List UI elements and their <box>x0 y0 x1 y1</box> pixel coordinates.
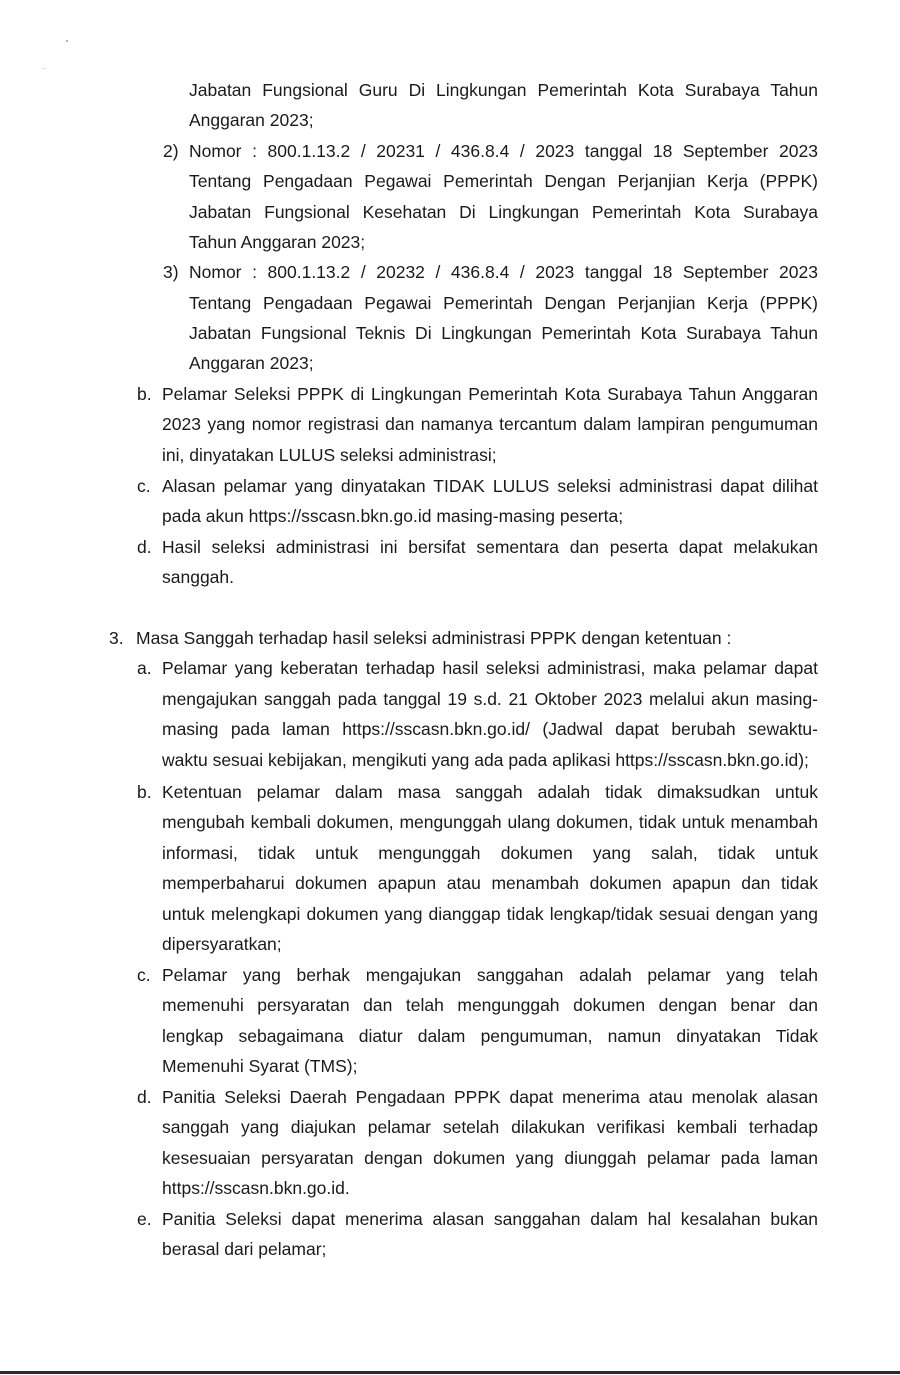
item-d-line-2: sanggah. <box>162 567 235 587</box>
section-3-item-b-line-4: memperbaharui dokumen apapun atau menambah dokumen apapun dan tidak <box>162 873 818 893</box>
section-3-item-c-line-1: Pelamar yang berhak mengajukan sanggahan adalah pelamar yang telah <box>162 965 818 985</box>
list-item-2-marker: 2) <box>163 141 179 161</box>
item-b-line-2: 2023 yang nomor registrasi dan namanya tercantum dalam lampiran pengumuman <box>162 414 818 434</box>
section-3-item-d-line-3: kesesuaian persyaratan dengan dokumen yang diunggah pelamar pada laman <box>162 1148 818 1168</box>
section-3-item-e-line-2: berasal dari pelamar; <box>162 1239 327 1259</box>
section-3-item-b-line-5: untuk melengkapi dokumen yang dianggap tidak lengkap/tidak sesuai dengan yang <box>162 904 818 924</box>
scan-speck <box>66 40 68 42</box>
list-item-2-line-3: Jabatan Fungsional Kesehatan Di Lingkungan Pemerintah Kota Surabaya <box>189 202 818 222</box>
list-item-1-line-2: Anggaran 2023; <box>189 110 314 130</box>
section-3-item-d-line-1: Panitia Seleksi Daerah Pengadaan PPPK dapat menerima atau menolak alasan <box>162 1087 818 1107</box>
list-item-1-line-1: Jabatan Fungsional Guru Di Lingkungan Pemerintah Kota Surabaya Tahun <box>189 80 818 100</box>
section-3-item-b-line-1: Ketentuan pelamar dalam masa sanggah adalah tidak dimaksudkan untuk <box>162 782 818 802</box>
section-3-item-a-line-2: mengajukan sanggah pada tanggal 19 s.d. 21 Oktober 2023 melalui akun masing- <box>162 689 818 709</box>
list-item-3-marker: 3) <box>163 262 179 282</box>
list-item-3-line-4: Anggaran 2023; <box>189 353 314 373</box>
item-c-line-2: pada akun https://sscasn.bkn.go.id masing-masing peserta; <box>162 506 624 526</box>
section-3-item-c-line-4: Memenuhi Syarat (TMS); <box>162 1056 358 1076</box>
section-3-item-c-marker: c. <box>137 965 151 985</box>
item-b-line-1: Pelamar Seleksi PPPK di Lingkungan Pemerintah Kota Surabaya Tahun Anggaran <box>162 384 818 404</box>
section-3-item-b-line-3: informasi, tidak untuk mengunggah dokumen yang salah, tidak untuk <box>162 843 818 863</box>
list-item-3-line-3: Jabatan Fungsional Teknis Di Lingkungan Pemerintah Kota Surabaya Tahun <box>189 323 818 343</box>
section-3-item-a-marker: a. <box>137 658 152 678</box>
section-3-item-b-line-2: mengubah kembali dokumen, mengunggah ulang dokumen, tidak untuk menambah <box>162 812 818 832</box>
list-item-3-line-2: Tentang Pengadaan Pegawai Pemerintah Dengan Perjanjian Kerja (PPPK) <box>189 293 818 313</box>
item-d-line-1: Hasil seleksi administrasi ini bersifat sementara dan peserta dapat melakukan <box>162 537 818 557</box>
section-3-item-b-line-6: dipersyaratkan; <box>162 934 282 954</box>
section-3-number: 3. <box>109 628 124 648</box>
list-item-2-line-4: Tahun Anggaran 2023; <box>189 232 366 252</box>
section-3-item-c-line-3: lengkap sebagaimana diatur dalam pengumuman, namun dinyatakan Tidak <box>162 1026 818 1046</box>
item-b-line-3: ini, dinyatakan LULUS seleksi administrasi; <box>162 445 497 465</box>
section-3-item-c-line-2: memenuhi persyaratan dan telah mengunggah dokumen dengan benar dan <box>162 995 818 1015</box>
section-3-item-d-marker: d. <box>137 1087 152 1107</box>
section-3-item-b-marker: b. <box>137 782 152 802</box>
section-3-heading: Masa Sanggah terhadap hasil seleksi administrasi PPPK dengan ketentuan : <box>136 628 732 648</box>
scan-speck <box>44 68 45 69</box>
item-c-line-1: Alasan pelamar yang dinyatakan TIDAK LULUS seleksi administrasi dapat dilihat <box>162 476 818 496</box>
item-d-marker: d. <box>137 537 152 557</box>
section-3-item-a-line-3: masing pada laman https://sscasn.bkn.go.id/ (Jadwal dapat berubah sewaktu- <box>162 719 818 739</box>
section-3-item-e-marker: e. <box>137 1209 152 1229</box>
item-c-marker: c. <box>137 476 151 496</box>
section-3-item-e-line-1: Panitia Seleksi dapat menerima alasan sanggahan dalam hal kesalahan bukan <box>162 1209 818 1229</box>
item-b-marker: b. <box>137 384 152 404</box>
section-3-item-a-line-1: Pelamar yang keberatan terhadap hasil seleksi administrasi, maka pelamar dapat <box>162 658 818 678</box>
list-item-2-line-2: Tentang Pengadaan Pegawai Pemerintah Dengan Perjanjian Kerja (PPPK) <box>189 171 818 191</box>
list-item-2-line-1: Nomor : 800.1.13.2 / 20231 / 436.8.4 / 2023 tanggal 18 September 2023 <box>189 141 818 161</box>
list-item-3-line-1: Nomor : 800.1.13.2 / 20232 / 436.8.4 / 2023 tanggal 18 September 2023 <box>189 262 818 282</box>
section-3-item-d-line-2: sanggah yang diajukan pelamar setelah dilakukan verifikasi kembali terhadap <box>162 1117 818 1137</box>
section-3-item-a-line-4: waktu sesuai kebijakan, mengikuti yang ada pada aplikasi https://sscasn.bkn.go.id); <box>162 750 809 770</box>
scan-bottom-edge <box>0 1371 900 1374</box>
section-3-item-d-line-4: https://sscasn.bkn.go.id. <box>162 1178 350 1198</box>
